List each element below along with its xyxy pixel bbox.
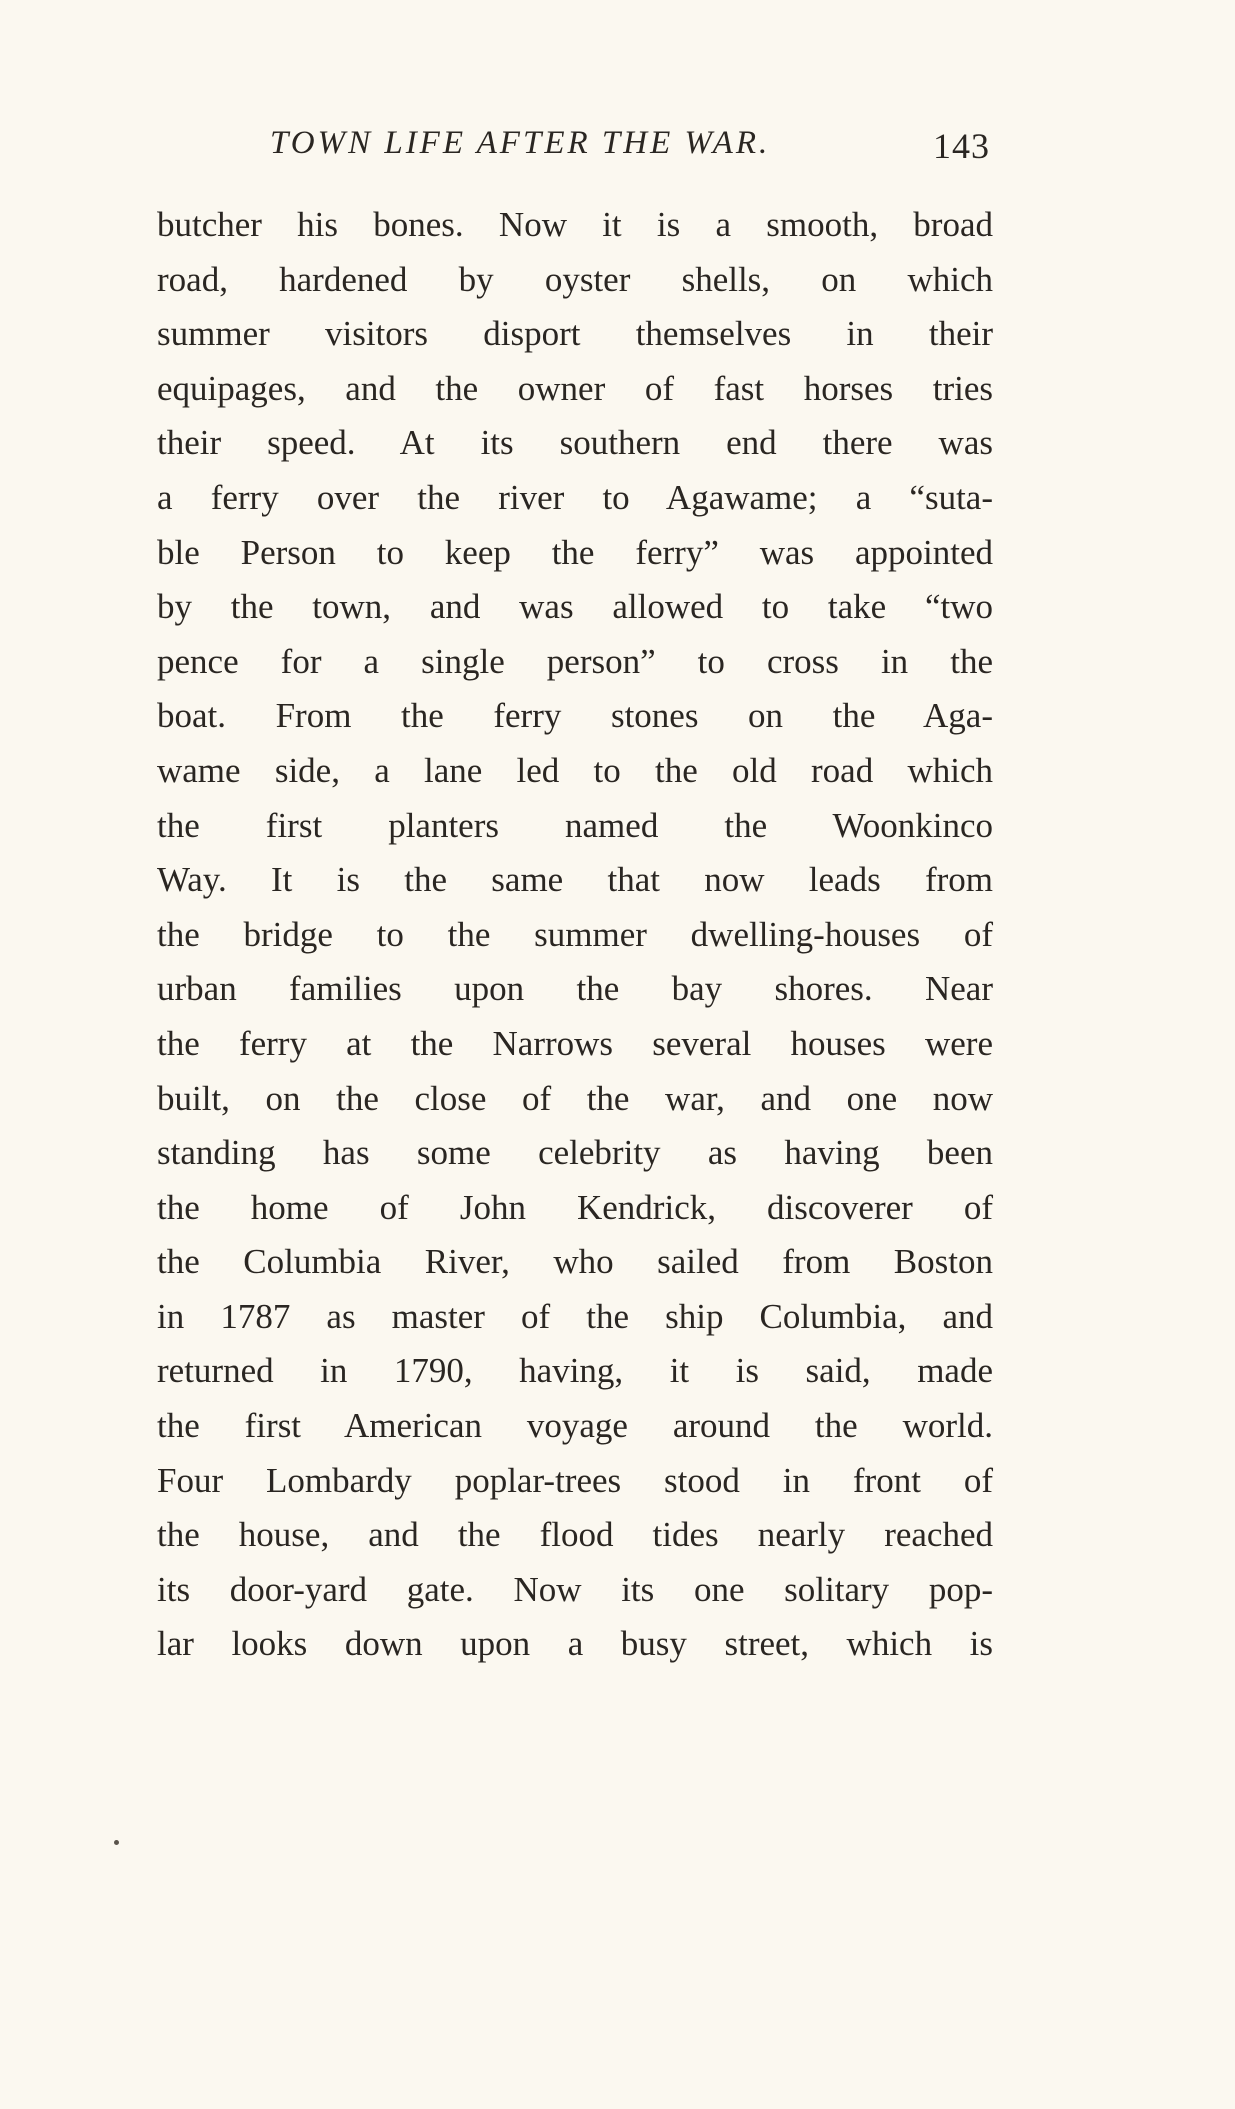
text-line: Way. It is the same that now leads from [157, 860, 993, 900]
text-line: butcher his bones. Now it is a smooth, broad [157, 205, 993, 244]
running-header [270, 125, 990, 175]
body-text [157, 198, 993, 1672]
text-line: a ferry over the river to Agawame; a “suta- [157, 477, 993, 517]
text-line: its door-yard gate. Now its one solitary pop- [157, 1569, 993, 1609]
text-line: the Columbia River, who sailed from Boston [157, 1242, 993, 1282]
text-line: in 1787 as master of the ship Columbia, and [157, 1296, 993, 1336]
text-line: urban families upon the bay shores. Near [157, 969, 993, 1009]
running-title: TOWN LIFE AFTER THE WAR. [270, 125, 771, 161]
text-line: returned in 1790, having, it is said, made [157, 1351, 993, 1391]
text-line: the home of John Kendrick, discoverer of [157, 1187, 993, 1227]
text-line: road, hardened by oyster shells, on which [157, 259, 993, 299]
text-line: the first planters named the Woonkinco [157, 805, 993, 845]
text-line: built, on the close of the war, and one now [157, 1078, 993, 1118]
text-line: boat. From the ferry stones on the Aga- [157, 696, 993, 736]
text-line: summer visitors disport themselves in their [157, 314, 993, 354]
ink-speck [114, 1840, 119, 1845]
text-line: wame side, a lane led to the old road which [157, 750, 993, 790]
text-line: their speed. At its southern end there was [157, 423, 993, 463]
text-line: ble Person to keep the ferry” was appointed [157, 532, 993, 572]
text-line: the ferry at the Narrows several houses were [157, 1023, 993, 1063]
text-line: equipages, and the owner of fast horses tries [157, 368, 993, 408]
text-line: lar looks down upon a busy street, which is [157, 1624, 993, 1664]
text-line: the house, and the flood tides nearly reached [157, 1515, 993, 1555]
text-line: standing has some celebrity as having been [157, 1133, 993, 1173]
text-line: the first American voyage around the world. [157, 1406, 993, 1446]
text-line: by the town, and was allowed to take “two [157, 587, 993, 627]
page-number: 143 [933, 126, 990, 166]
text-line: the bridge to the summer dwelling-houses of [157, 914, 993, 954]
text-line: Four Lombardy poplar-trees stood in front of [157, 1460, 993, 1500]
text-line: pence for a single person” to cross in the [157, 641, 993, 681]
